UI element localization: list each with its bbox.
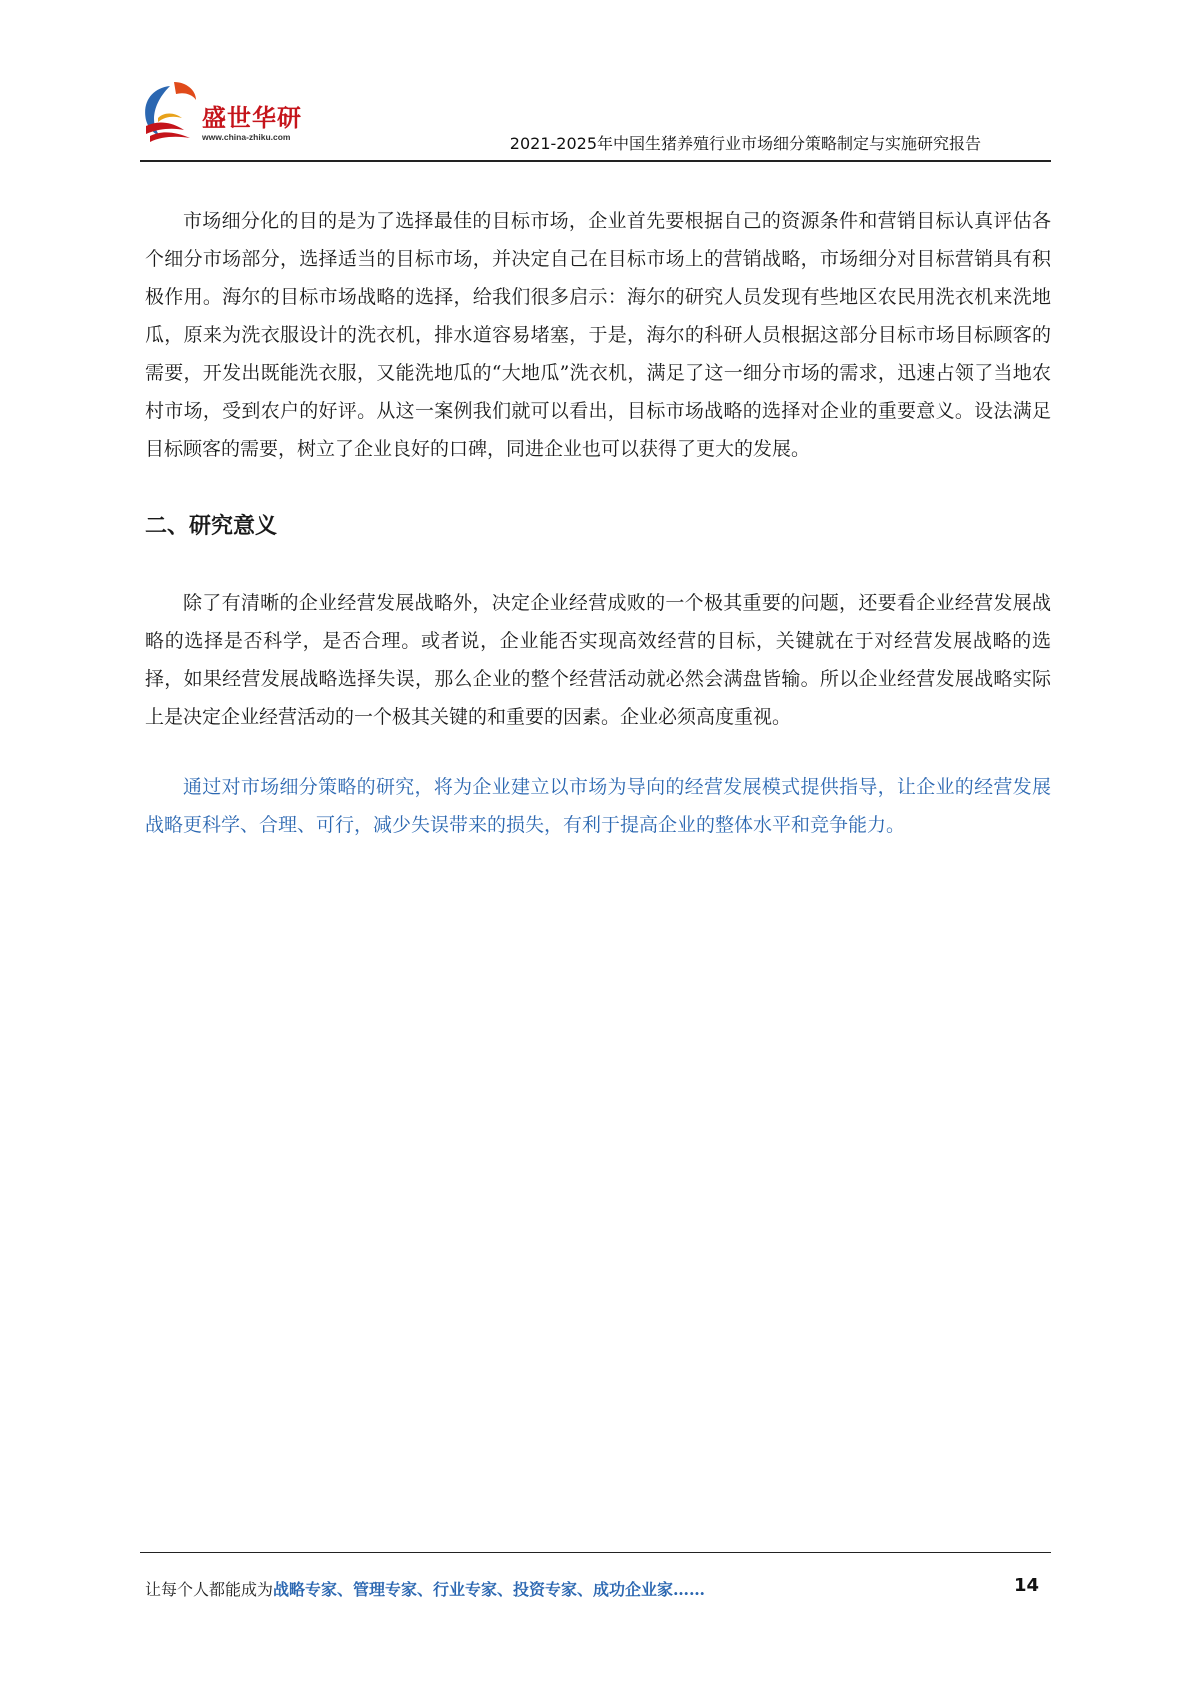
- paragraph-market-segmentation: 市场细分化的目的是为了选择最佳的目标市场，企业首先要根据自己的资源条件和营销目标认真评估各个细分市场部分，选择适当的目标市场，并决定自己在目标市场上的营销战略，市场细分对目标营销具有积极作用。海尔的目标市场战略的选择，给我们很多启示：海尔的研究人员发现有些地区农民用洗衣机来洗地瓜，原来为洗衣服设计的洗衣机，排水道容易堵塞，于是，海尔的科研人员根据这部分目标市场目标顾客的需要，开发出既能洗衣服，又能洗地瓜的“大地瓜”洗衣机，满足了这一细分市场的需求，迅速占领了当地农村市场，受到农户的好评。从这一案例我们就可以看出，目标市场战略的选择对企业的重要意义。设法满足目标顾客的需要，树立了企业良好的口碑，同进企业也可以获得了更大的发展。: [145, 210, 1051, 460]
- footer-slogan: [145, 1577, 705, 1600]
- logo-url: www.china-zhiku.com: [202, 132, 291, 142]
- slogan-prefix: 让每个人都能成为: [145, 1580, 274, 1599]
- section-heading: 二、研究意义: [145, 514, 278, 539]
- paragraph-research-conclusion: 通过对市场细分策略的研究，将为企业建立以市场为导向的经营发展模式提供指导，让企业的经营发展战略更科学、合理、可行，减少失误带来的损失，有利于提高企业的整体水平和竞争能力。: [145, 776, 1051, 836]
- slogan-highlight: 战略专家、管理专家、行业专家、投资专家、成功企业家……: [273, 1580, 706, 1599]
- page-footer: [140, 1552, 1051, 1599]
- page-number: 14: [1013, 1575, 1039, 1596]
- logo-emblem-icon: [140, 78, 202, 144]
- logo-name: 盛世华研: [202, 104, 302, 132]
- paragraph-research-significance: 除了有清晰的企业经营发展战略外，决定企业经营成败的一个极其重要的问题，还要看企业经营发展战略的选择是否科学，是否合理。或者说，企业能否实现高效经营的目标，关键就在于对经营发展战略的选择，如果经营发展战略选择失误，那么企业的整个经营活动就必然会满盘皆输。所以企业经营发展战略实际上是决定企业经营活动的一个极其关键的和重要的因素。企业必须高度重视。: [145, 592, 1051, 728]
- page-header: [140, 78, 1051, 162]
- company-logo: [140, 78, 310, 150]
- page-body: [145, 202, 1051, 844]
- report-title: 2021-2025年中国生猪养殖行业市场细分策略制定与实施研究报告: [509, 134, 981, 153]
